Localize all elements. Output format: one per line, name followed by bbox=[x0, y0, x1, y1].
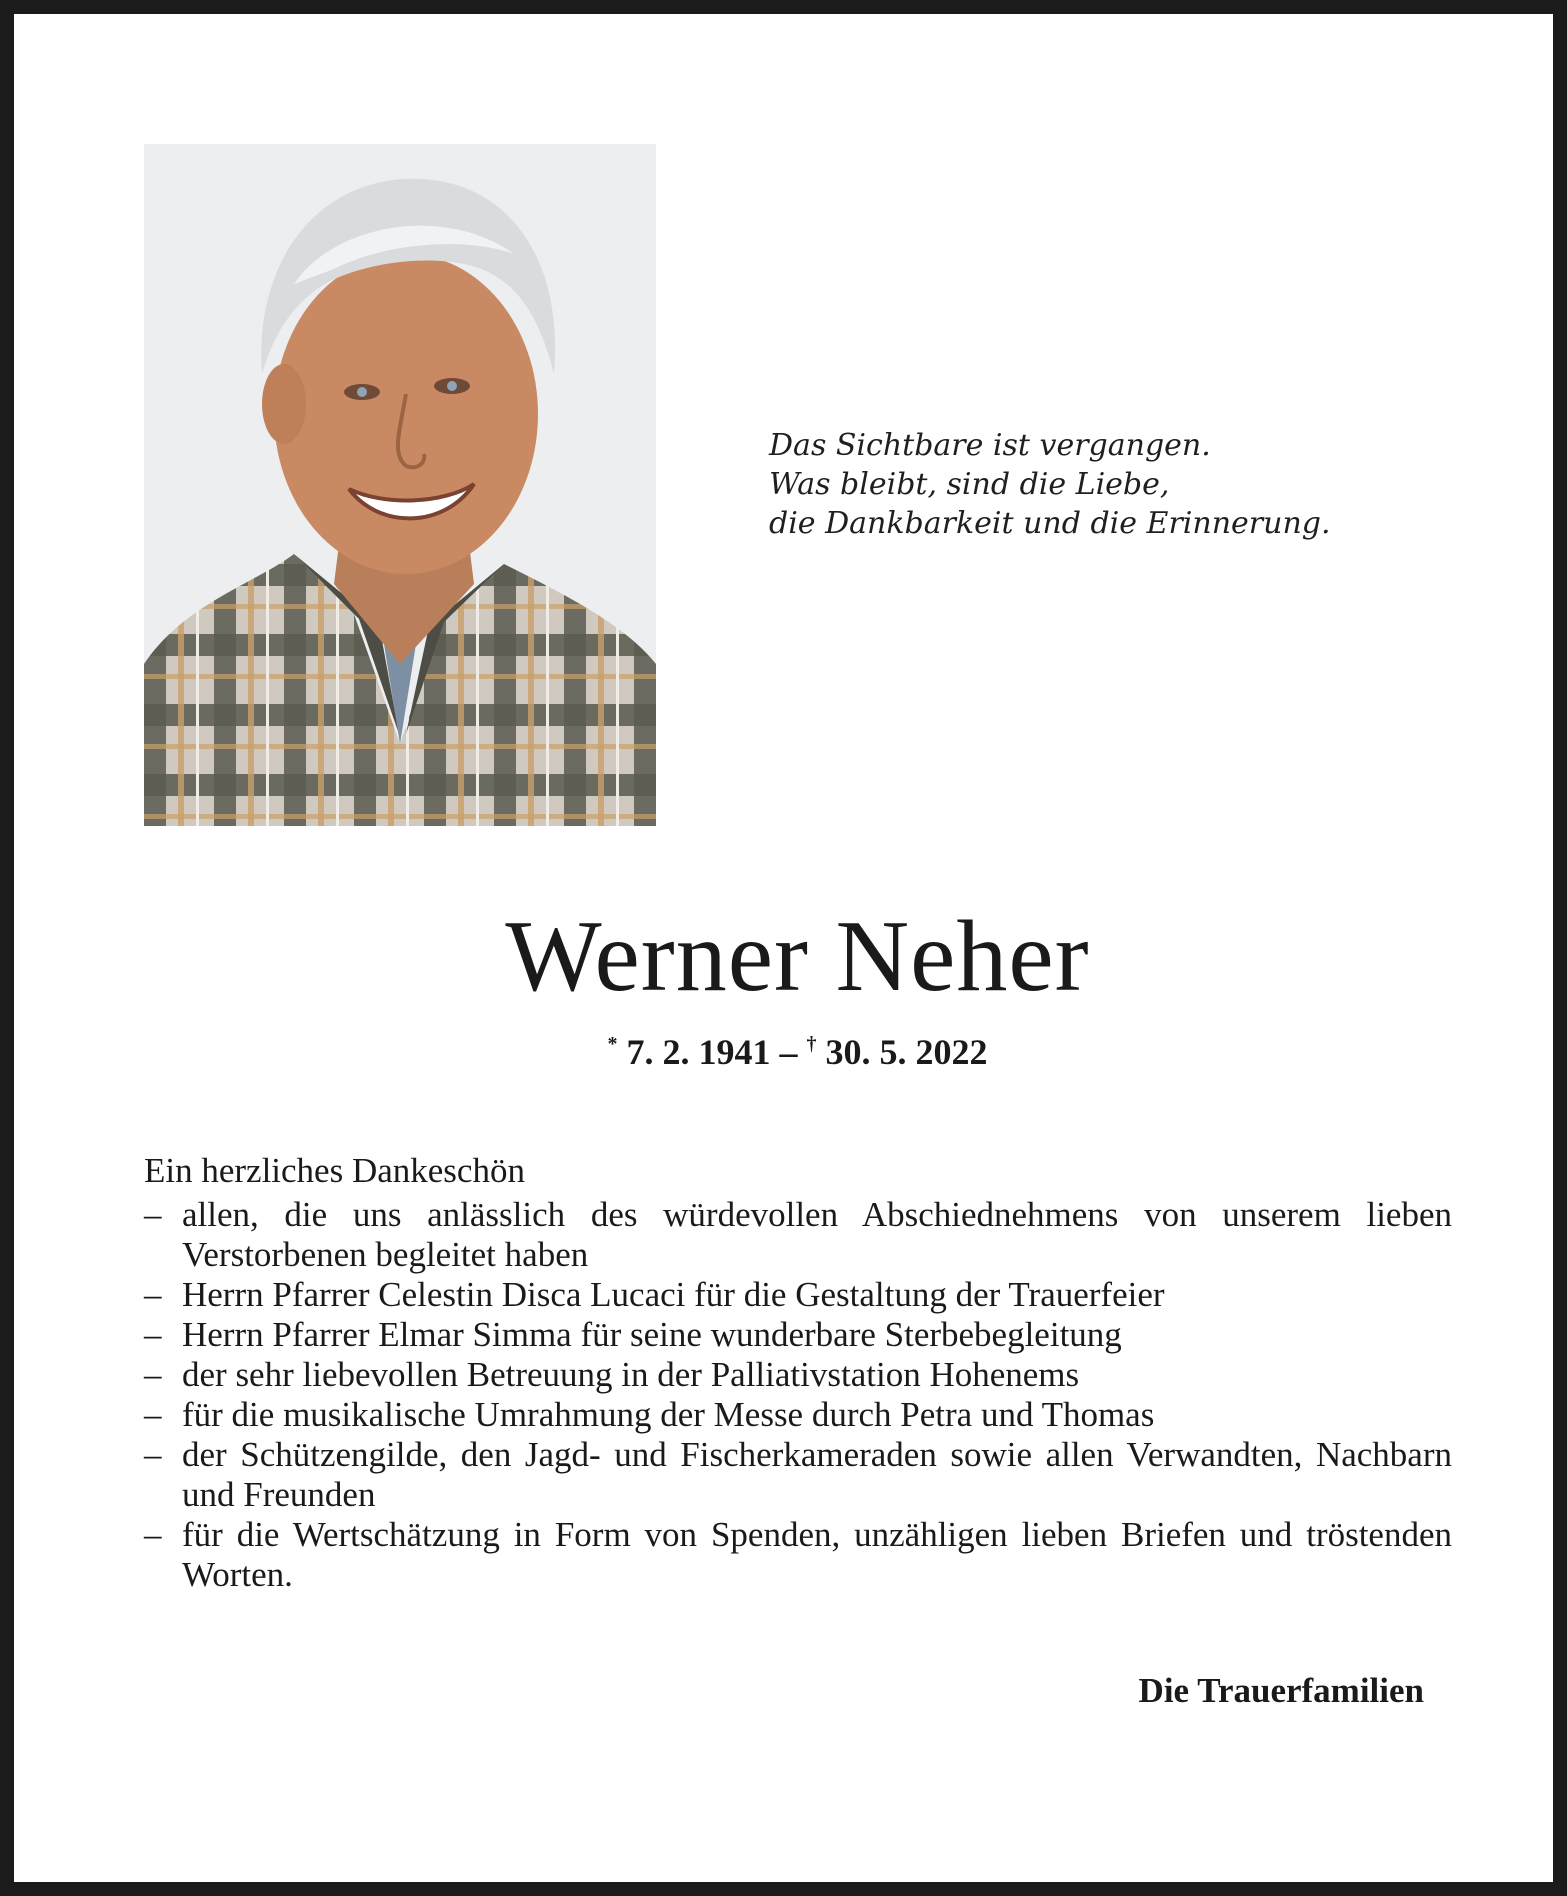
list-item-text: für die musikalische Umrahmung der Messe durch Petra und Thomas bbox=[182, 1395, 1155, 1434]
death-date: 30. 5. 2022 bbox=[825, 1032, 988, 1072]
list-item bbox=[144, 1515, 1452, 1595]
dash-bullet: – bbox=[144, 1355, 162, 1394]
dash-bullet: – bbox=[144, 1315, 162, 1354]
list-item bbox=[144, 1355, 1452, 1395]
dash-bullet: – bbox=[144, 1195, 162, 1234]
memorial-quote bbox=[769, 426, 1469, 543]
portrait-icon bbox=[144, 144, 656, 826]
list-item-text: allen, die uns anlässlich des würdevollen Abschiednehmens von unserem lieben Verstorbenen begleitet haben bbox=[182, 1195, 1452, 1274]
list-item bbox=[144, 1395, 1452, 1435]
list-item bbox=[144, 1435, 1452, 1515]
list-item-text: der Schützengilde, den Jagd- und Fischerkameraden sowie allen Verwandten, Nachbarn und Freunden bbox=[182, 1435, 1452, 1514]
birth-date: 7. 2. 1941 bbox=[626, 1032, 771, 1072]
death-symbol: † bbox=[806, 1033, 817, 1055]
portrait-photo bbox=[144, 144, 656, 826]
list-item-text: Herrn Pfarrer Celestin Disca Lucaci für die Gestaltung der Trauerfeier bbox=[182, 1275, 1165, 1314]
thanks-section bbox=[144, 1151, 1452, 1595]
dash-bullet: – bbox=[144, 1395, 162, 1434]
quote-line: Was bleibt, sind die Liebe, bbox=[769, 467, 1170, 502]
list-item-text: der sehr liebevollen Betreuung in der Palliativstation Hohenems bbox=[182, 1355, 1080, 1394]
list-item-text: für die Wertschätzung in Form von Spenden, unzähligen lieben Briefen und tröstenden Worten. bbox=[182, 1515, 1452, 1594]
quote-line: die Dankbarkeit und die Erinnerung. bbox=[769, 506, 1331, 541]
life-dates bbox=[14, 1030, 1567, 1074]
list-item-text: Herrn Pfarrer Elmar Simma für seine wunderbare Sterbebegleitung bbox=[182, 1315, 1122, 1354]
dash-bullet: – bbox=[144, 1275, 162, 1314]
signature: Die Trauerfamilien bbox=[1138, 1671, 1424, 1710]
list-item bbox=[144, 1195, 1452, 1275]
date-separator: – bbox=[779, 1032, 798, 1072]
birth-symbol: * bbox=[607, 1033, 618, 1055]
list-item bbox=[144, 1315, 1452, 1355]
dash-bullet: – bbox=[144, 1515, 162, 1554]
thanks-list bbox=[144, 1195, 1452, 1595]
quote-line: Das Sichtbare ist vergangen. bbox=[769, 428, 1211, 463]
thanks-intro: Ein herzliches Dankeschön bbox=[144, 1151, 525, 1190]
list-item bbox=[144, 1275, 1452, 1315]
dash-bullet: – bbox=[144, 1435, 162, 1474]
deceased-name: Werner Neher bbox=[505, 900, 1090, 1013]
